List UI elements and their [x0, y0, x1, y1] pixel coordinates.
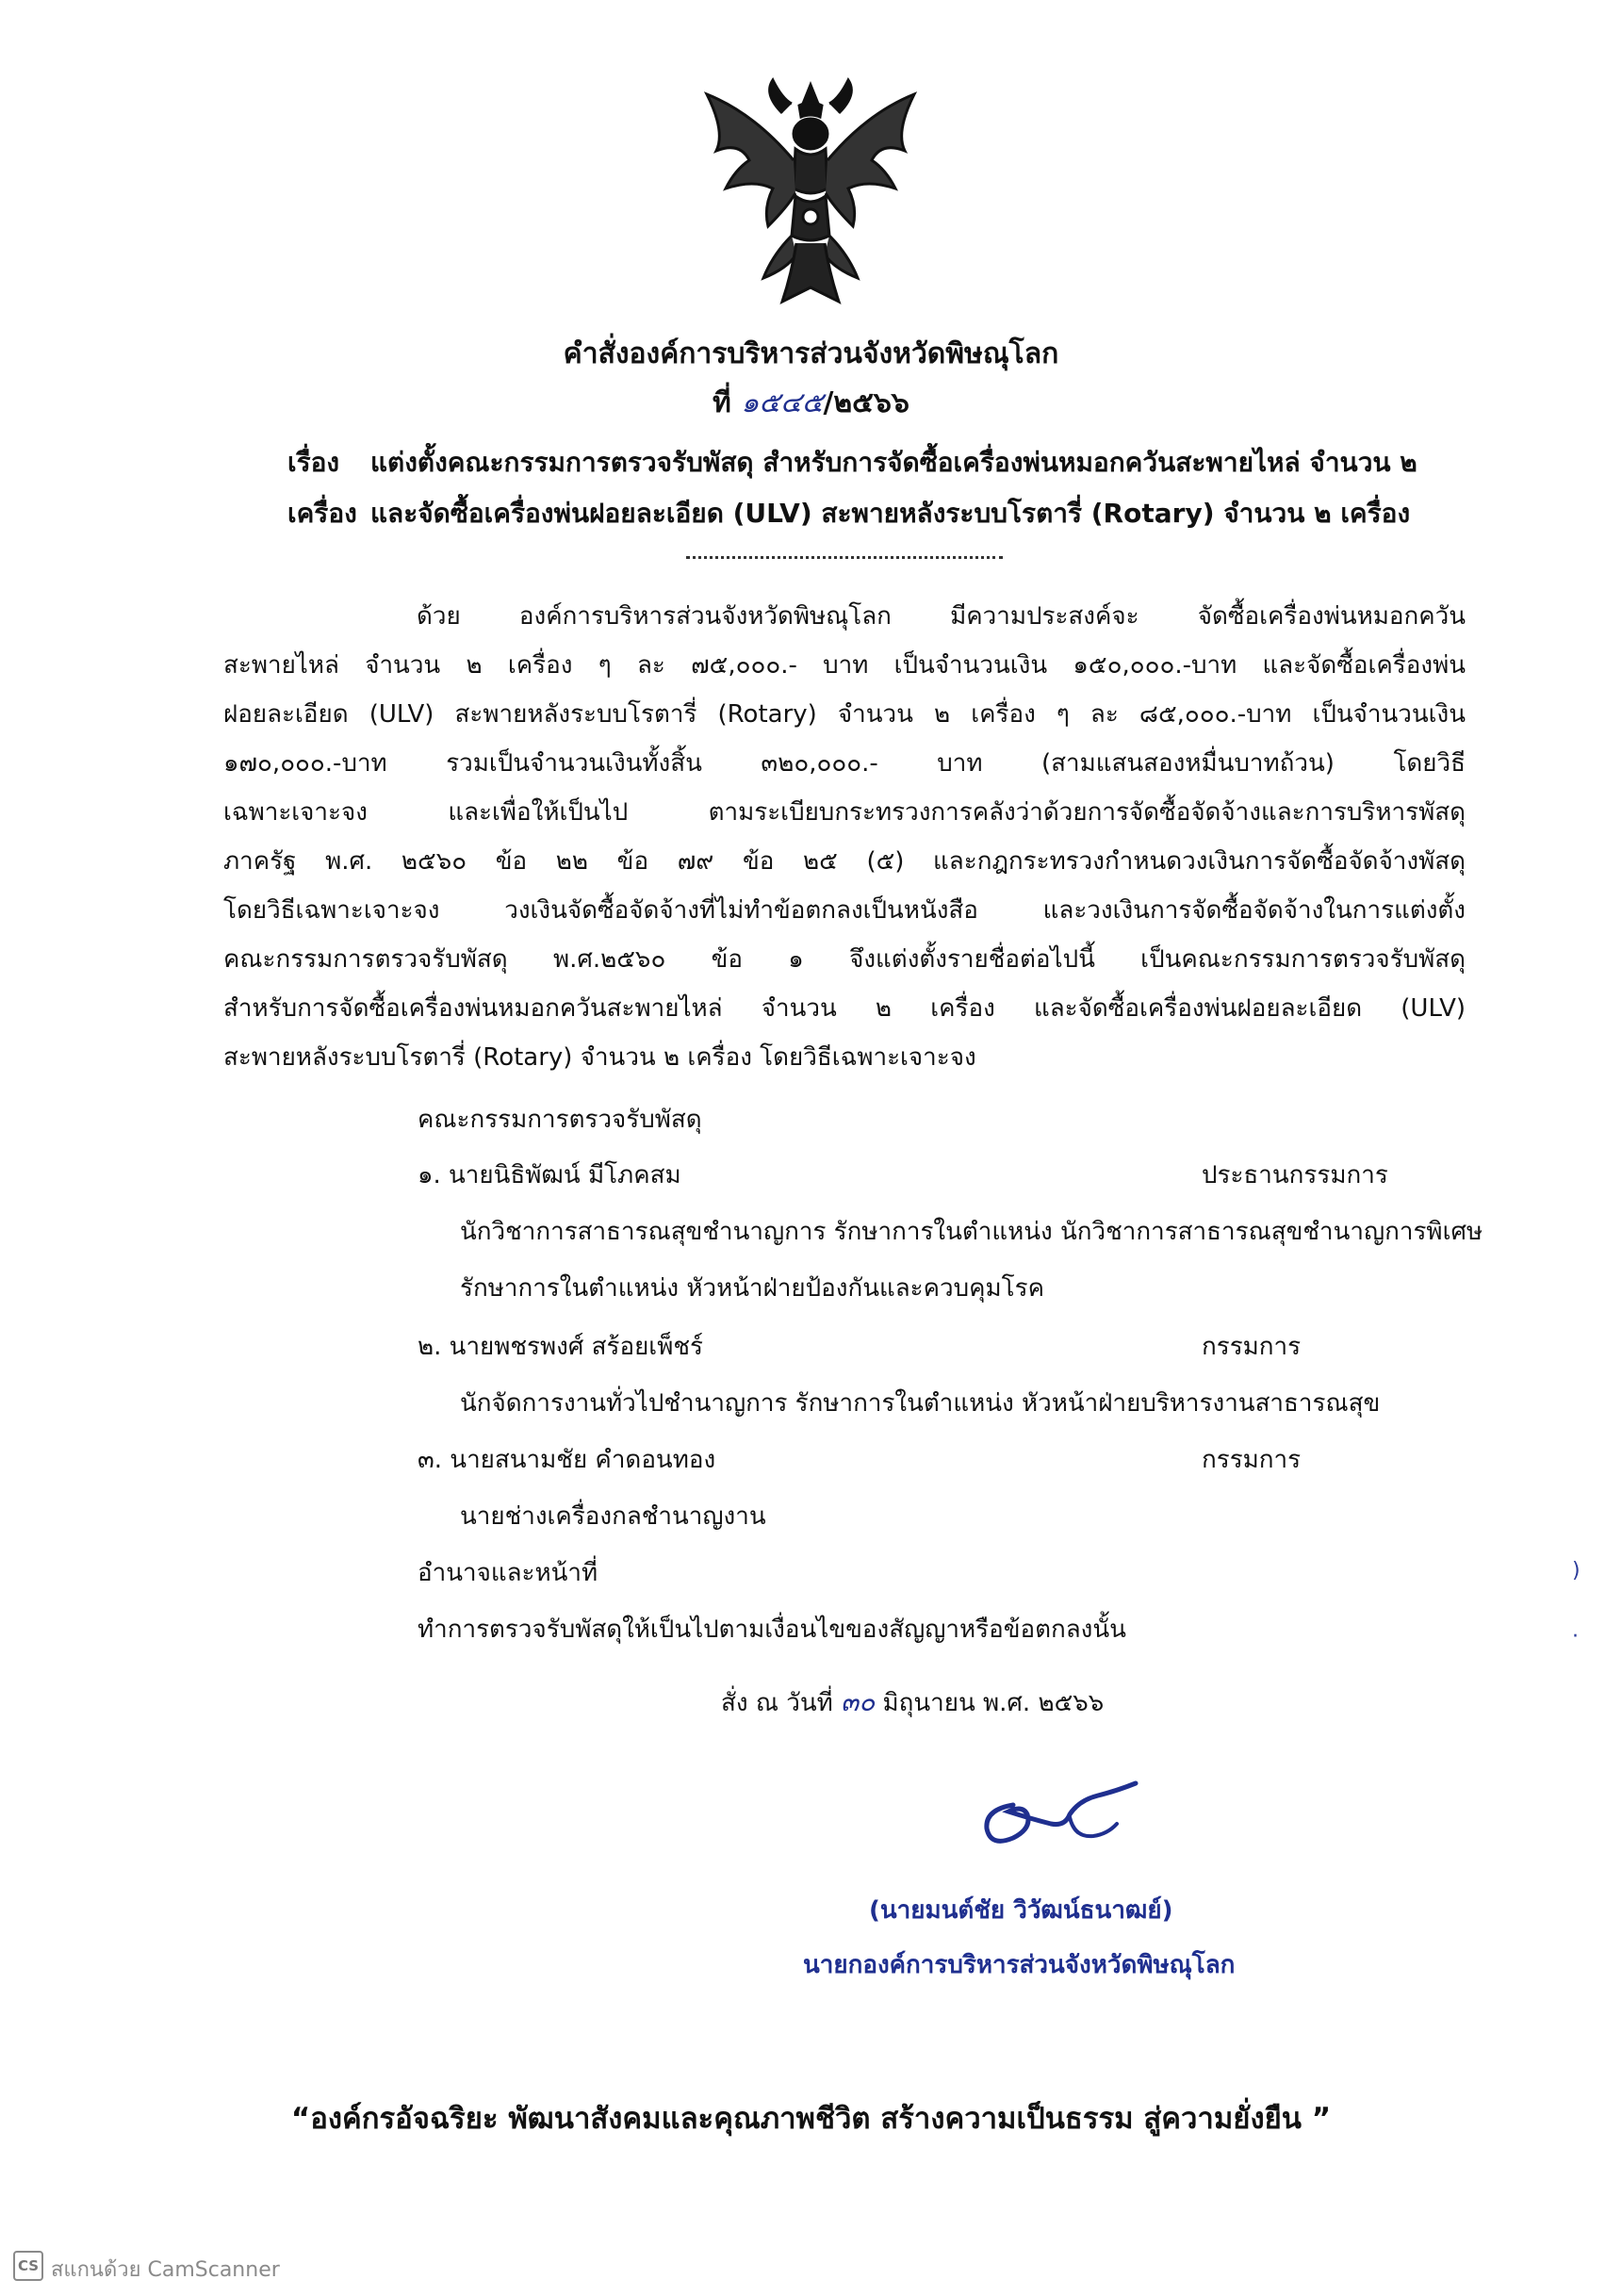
member-2-name: ๒. นายพชรพงศ์ สร้อยเพ็ชร์	[418, 1333, 703, 1361]
camscanner-watermark: สแกนด้วย CamScanner	[51, 2258, 280, 2282]
date-day-handwritten: ๓๐	[841, 1686, 876, 1717]
date-prefix: สั่ง ณ วันที่	[721, 1689, 833, 1717]
member-1-role: ประธานกรรมการ	[1202, 1161, 1388, 1189]
body-line: สำหรับการจัดซื้อเครื่องพ่นหมอกควันสะพายไหล่ จำนวน ๒ เครื่อง และจัดซื้อเครื่องพ่นฝอยละเอียด (ULV)	[223, 994, 1466, 1023]
order-number	[0, 381, 1622, 425]
body-line: ๑๗๐,๐๐๐.-บาท รวมเป็นจำนวนเงินทั้งสิ้น ๓๒๐,๐๐๐.- บาท (สามแสนสองหมื่นบาทถ้วน) โดยวิธี	[223, 749, 1466, 778]
ink-speck-mark: )	[1572, 1559, 1581, 1583]
duties-heading: อำนาจและหน้าที่	[418, 1559, 598, 1587]
signature-mark	[975, 1772, 1145, 1857]
member-3-role: กรรมการ	[1202, 1446, 1302, 1474]
member-1-position-2: รักษาการในตำแหน่ง หัวหน้าฝ่ายป้องกันและควบคุมโรค	[460, 1274, 1044, 1303]
body-line: เฉพาะเจาะจง และเพื่อให้เป็นไป ตามระเบียบกระทรวงการคลังว่าด้วยการจัดซื้อจัดจ้างและการบริหารพัสดุ	[223, 798, 1466, 827]
body-line: ฝอยละเอียด (ULV) สะพายหลังระบบโรตารี่ (Rotary) จำนวน ๒ เครื่อง ๆ ละ ๘๕,๐๐๐.-บาท เป็นจำนวนเงิน	[223, 700, 1466, 729]
camscanner-logo-icon: CS	[13, 2251, 43, 2281]
date-rest: มิถุนายน พ.ศ. ๒๕๖๖	[882, 1689, 1105, 1717]
member-2-role: กรรมการ	[1202, 1333, 1302, 1361]
order-title: คำสั่งองค์การบริหารส่วนจังหวัดพิษณุโลก	[563, 337, 1059, 370]
ink-speck-mark: ·	[1572, 1625, 1579, 1648]
body-line: สะพายหลังระบบโรตารี่ (Rotary) จำนวน ๒ เครื่อง โดยวิธีเฉพาะเจาะจง	[223, 1043, 976, 1072]
body-paragraph	[223, 592, 1466, 1082]
subject-line-2: และจัดซื้อเครื่องพ่นฝอยละเอียด (ULV) สะพายหลังระบบโรตารี่ (Rotary) จำนวน ๒ เครื่อง	[370, 498, 1411, 529]
member-3-name: ๓. นายสนามชัย คำดอนทอง	[418, 1446, 716, 1474]
member-1-name: ๑. นายนิธิพัฒน์ มีโภคสม	[418, 1161, 681, 1189]
order-number-year: /๒๕๖๖	[823, 386, 909, 419]
body-line: คณะกรรมการตรวจรับพัสดุ พ.ศ.๒๕๖๐ ข้อ ๑ จึงแต่งตั้งรายชื่อต่อไปนี้ เป็นคณะกรรมการตรวจรับพัสดุ	[223, 945, 1466, 974]
member-2-position-1: นักจัดการงานทั่วไปชำนาญการ รักษาการในตำแหน่ง หัวหน้าฝ่ายบริหารงานสาธารณสุข	[460, 1389, 1381, 1418]
garuda-emblem-icon	[697, 75, 924, 311]
committee-heading: คณะกรรมการตรวจรับพัสดุ	[418, 1106, 702, 1134]
dotted-divider	[686, 556, 1003, 559]
body-line: สะพายไหล่ จำนวน ๒ เครื่อง ๆ ละ ๗๕,๐๐๐.- บาท เป็นจำนวนเงิน ๑๕๐,๐๐๐.-บาท และจัดซื้อเครื่องพ่น	[223, 651, 1466, 680]
order-date	[721, 1681, 1104, 1723]
order-number-handwritten: ๑๕๔๕	[741, 386, 824, 419]
signer-name: (นายมนต์ชัย วิวัฒน์ธนาฒย์)	[869, 1896, 1173, 1925]
subject-label: เรื่อง	[287, 447, 340, 478]
member-1-position-1: นักวิชาการสาธารณสุขชำนาญการ รักษาการในตำแหน่ง นักวิชาการสาธารณสุขชำนาญการพิเศษ	[460, 1218, 1483, 1246]
subject-text-1: แต่งตั้งคณะกรรมการตรวจรับพัสดุ สำหรับการจัดซื้อเครื่องพ่นหมอกควันสะพายไหล่ จำนวน ๒ เครื่อง	[287, 447, 1417, 529]
duties-text: ทำการตรวจรับพัสดุให้เป็นไปตามเงื่อนไขของสัญญาหรือข้อตกลงนั้น	[418, 1615, 1126, 1644]
signer-title: นายกองค์การบริหารส่วนจังหวัดพิษณุโลก	[803, 1951, 1236, 1979]
order-number-prefix: ที่	[713, 386, 731, 419]
body-line: ด้วย องค์การบริหารส่วนจังหวัดพิษณุโลก มีความประสงค์จะ จัดซื้อเครื่องพ่นหมอกควัน	[417, 602, 1466, 631]
organization-motto: “องค์กรอัจฉริยะ พัฒนาสังคมและคุณภาพชีวิต สร้างความเป็นธรรม สู่ความยั่งยืน ”	[290, 2102, 1332, 2136]
body-line: โดยวิธีเฉพาะเจาะจง วงเงินจัดซื้อจัดจ้างที่ไม่ทำข้อตกลงเป็นหนังสือ และวงเงินการจัดซื้อจัดจ้างในการแต่งตั้ง	[223, 896, 1466, 925]
body-line: ภาครัฐ พ.ศ. ๒๕๖๐ ข้อ ๒๒ ข้อ ๗๙ ข้อ ๒๕ (๕) และกฎกระทรวงกำหนดวงเงินการจัดซื้อจัดจ้างพัสดุ	[223, 847, 1466, 876]
member-3-position-1: นายช่างเครื่องกลชำนาญงาน	[460, 1502, 766, 1531]
